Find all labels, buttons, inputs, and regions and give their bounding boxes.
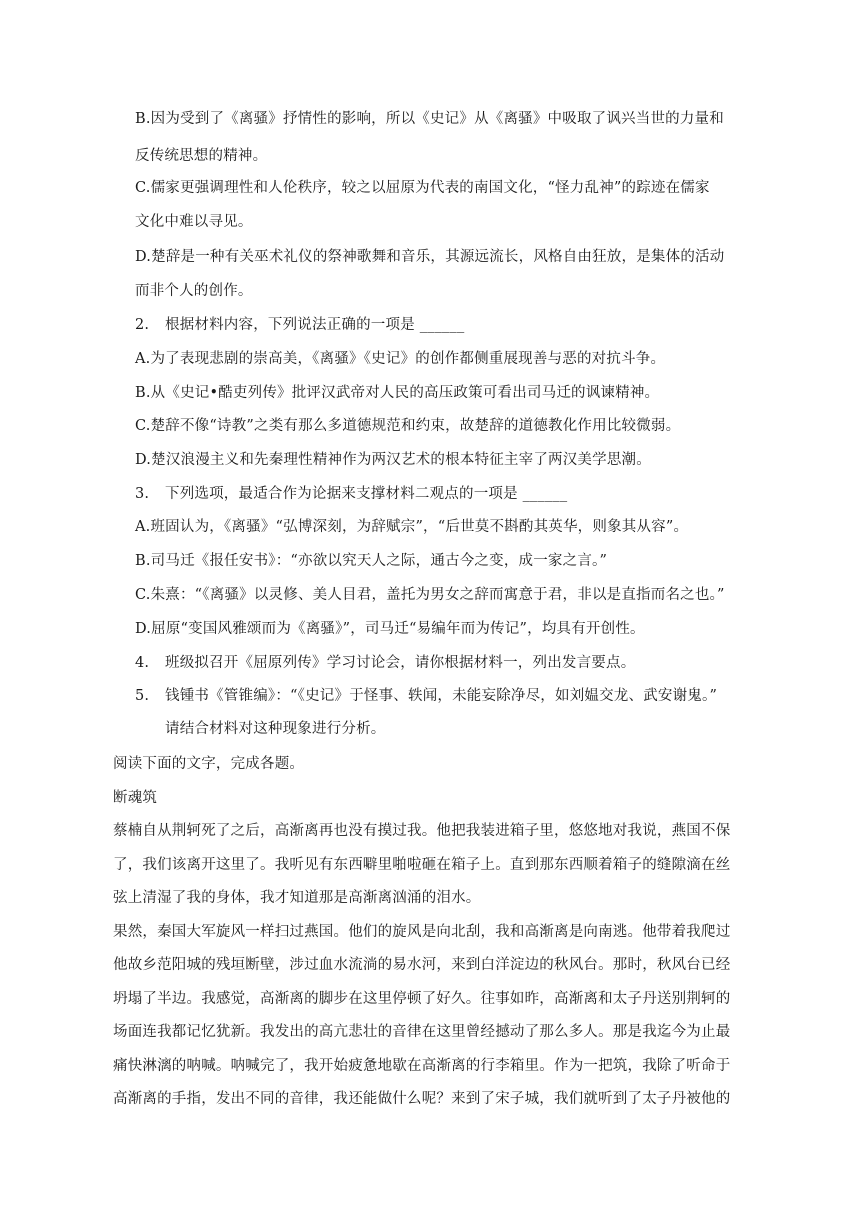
passage-title: 断魂筑: [113, 790, 158, 806]
q5-stem: [135, 689, 717, 704]
q3-option-b: B.司马迁《报任安书》：“亦欲以究天人之际，通古今之变，成一家之言。”: [135, 553, 608, 569]
passage-line: 坍塌了半边。我感觉，高渐离的脚步在这里停顿了好久。往事如昨，高渐离和太子丹送别荆轲的: [113, 991, 731, 1007]
q1-option-d-line1: D.楚辞是一种有关巫术礼仪的祭神歌舞和音乐，其源远流长，风格自由狂放，是集体的活动: [135, 249, 725, 265]
q5-number: 5.: [135, 688, 150, 704]
passage-line: 高渐离的手指，发出不同的音律，我还能做什么呢？来到了宋子城，我们就听到了太子丹被他的: [113, 1091, 731, 1107]
passage-line: 弦上清湿了我的身体，我才知道那是高渐离汹涌的泪水。: [113, 890, 481, 906]
q2-option-d: D.楚汉浪漫主义和先秦理性精神作为两汉艺术的根本特征主宰了两汉美学思潮。: [135, 452, 651, 468]
passage-line: 场面连我都记忆犹新。我发出的高亢悲壮的音律在这里曾经撼动了那么多人。那是我迄今为止最: [113, 1024, 731, 1040]
q5-stem-line2: 请结合材料对这种现象进行分析。: [165, 721, 386, 737]
reading-instruction: 阅读下面的文字，完成各题。: [113, 756, 305, 772]
q4-stem: [135, 656, 635, 671]
q2-stem: [135, 318, 464, 333]
q2-option-a: A.为了表现悲剧的崇高美，《离骚》《史记》的创作都侧重展现善与恶的对抗斗争。: [135, 351, 666, 367]
q2-option-b: B.从《史记•酷吏列传》批评汉武帝对人民的高压政策可看出司马迁的讽谏精神。: [135, 385, 660, 401]
q5-stem-line1: 钱锺书《管锥编》：“《史记》于怪事、轶闻，未能妄除净尽，如刘媪交龙、武安谢鬼。”: [165, 688, 718, 704]
q1-option-c-line2: 文化中难以寻见。: [135, 214, 253, 230]
q3-option-a: A.班固认为，《离骚》“弘博深刻，为辞赋宗”，“后世莫不斟酌其英华，则象其从容”。: [135, 519, 689, 535]
q3-stem-text: 下列选项，最适合作为论据来支撑材料二观点的一项是 ______: [165, 486, 568, 502]
passage-line: 蔡楠自从荆轲死了之后，高渐离再也没有摸过我。他把我装进箱子里，悠悠地对我说，燕国不保: [113, 823, 731, 839]
passage-line: 痛快淋漓的呐喊。呐喊完了，我开始疲惫地歇在高渐离的行李箱里。作为一把筑，我除了听命于: [113, 1058, 731, 1074]
q3-option-d: D.屈原“变国风雅颂而为《离骚》”，司马迁“易编年而为传记”，均具有开创性。: [135, 621, 645, 637]
q4-number: 4.: [135, 655, 150, 671]
q1-option-c-line1: C.儒家更强调理性和人伦秩序，较之以屈原为代表的南国文化，“怪力乱神”的踪迹在儒家: [135, 180, 710, 196]
q1-option-b-line2: 反传统思想的精神。: [135, 148, 268, 164]
q3-number: 3.: [135, 486, 150, 502]
passage-line: 了，我们该离开这里了。我听见有东西噼里啪啦砸在箱子上。直到那东西顺着箱子的缝隙滴在丝: [113, 857, 731, 873]
passage-line: 果然，秦国大军旋风一样扫过燕国。他们的旋风是向北刮，我和高渐离是向南逃。他带着我爬过: [113, 924, 731, 940]
passage-line: 他故乡范阳城的残垣断壁，涉过血水流淌的易水河，来到白洋淀边的秋风台。那时，秋风台已经: [113, 957, 731, 973]
q2-stem-text: 根据材料内容，下列说法正确的一项是 ______: [165, 317, 465, 333]
q1-option-b-line1: B.因为受到了《离骚》抒情性的影响，所以《史记》从《离骚》中吸取了讽兴当世的力量和: [135, 111, 724, 127]
q2-option-c: C.楚辞不像“诗教”之类有那么多道德规范和约束，故楚辞的道德教化作用比较微弱。: [135, 418, 681, 434]
q3-option-c: C.朱熹：“《离骚》以灵修、美人目君，盖托为男女之辞而寓意于君，非以是直指而名之也。”: [135, 587, 725, 603]
q3-stem: [135, 487, 567, 502]
q4-stem-text: 班级拟召开《屈原列传》学习讨论会，请你根据材料一，列出发言要点。: [165, 655, 636, 671]
q1-option-d-line2: 而非个人的创作。: [135, 283, 253, 299]
q2-number: 2.: [135, 317, 150, 333]
